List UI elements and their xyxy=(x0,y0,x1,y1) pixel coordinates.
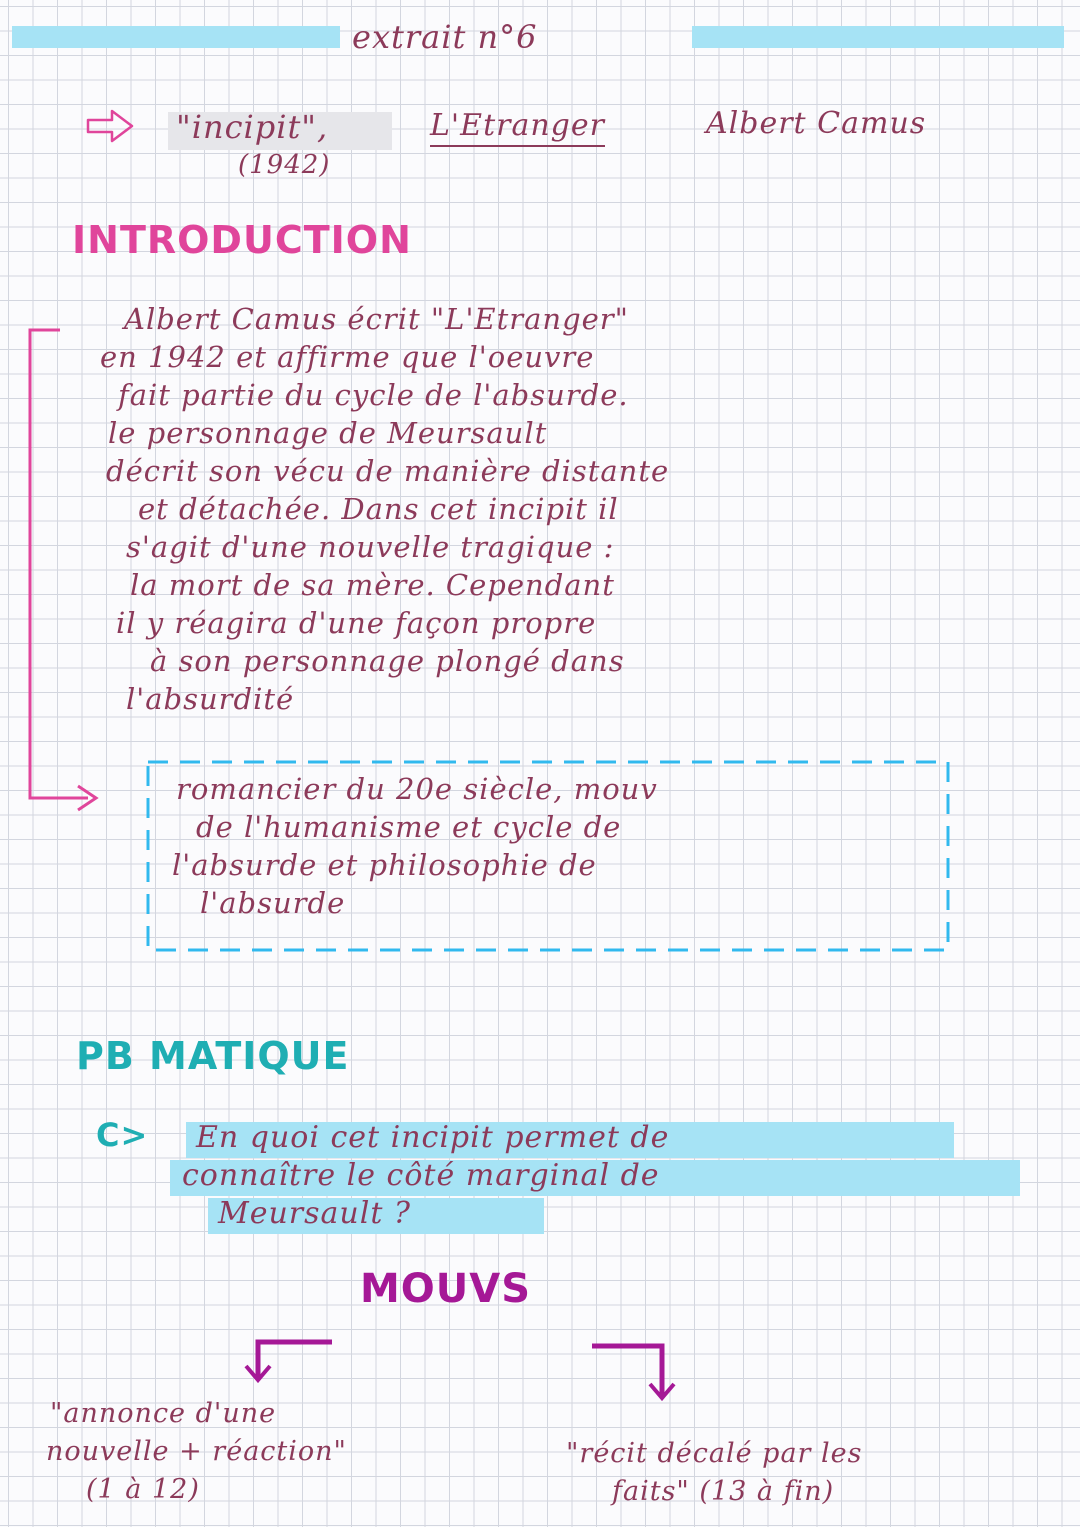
mouvement-right-line-2: faits" (13 à fin) xyxy=(612,1476,835,1507)
context-line-1: romancier du 20e siècle, mouv xyxy=(176,772,658,806)
question-line-3: Meursault ? xyxy=(218,1196,412,1231)
source-label-text: incipit xyxy=(191,108,302,146)
mouvement-left-line-2: nouvelle + réaction" xyxy=(46,1436,347,1467)
intro-line-5: décrit son vécu de manière distante xyxy=(106,454,670,488)
page-title: extrait n°6 xyxy=(352,18,538,56)
question-line-1: En quoi cet incipit permet de xyxy=(196,1120,670,1155)
problematique-arrow: C> xyxy=(96,1116,149,1154)
intro-line-10: à son personnage plongé dans xyxy=(150,644,625,678)
problematique-heading: PB MATIQUE xyxy=(76,1034,350,1078)
intro-line-2: en 1942 et affirme que l'oeuvre xyxy=(100,340,595,374)
intro-line-9: il y réagira d'une façon propre xyxy=(116,606,597,640)
context-line-4: l'absurde xyxy=(200,886,346,920)
book-title: L'Etranger xyxy=(430,108,605,147)
context-line-3: l'absurde et philosophie de xyxy=(172,848,597,882)
mouvement-left-line-1: "annonce d'une xyxy=(50,1398,277,1429)
mouvements-heading: MOUVS xyxy=(360,1266,532,1312)
intro-line-4: le personnage de Meursault xyxy=(108,416,548,450)
source-label: "incipit", xyxy=(176,108,329,146)
book-author: Albert Camus xyxy=(706,106,927,141)
question-line-2: connaître le côté marginal de xyxy=(182,1158,660,1193)
intro-line-6: et détachée. Dans cet incipit il xyxy=(138,492,619,526)
intro-line-7: s'agit d'une nouvelle tragique : xyxy=(126,530,615,564)
intro-line-8: la mort de sa mère. Cependant xyxy=(130,568,615,602)
intro-line-11: l'absurdité xyxy=(126,682,295,716)
mouvement-right-line-1: "récit décalé par les xyxy=(566,1438,863,1469)
book-year: (1942) xyxy=(238,150,331,180)
introduction-heading: INTRODUCTION xyxy=(72,218,412,262)
mouvement-left-line-3: (1 à 12) xyxy=(86,1474,200,1505)
intro-line-3: fait partie du cycle de l'absurde. xyxy=(118,378,629,412)
intro-line-1: Albert Camus écrit "L'Etranger" xyxy=(124,302,629,336)
context-line-2: de l'humanisme et cycle de xyxy=(196,810,622,844)
